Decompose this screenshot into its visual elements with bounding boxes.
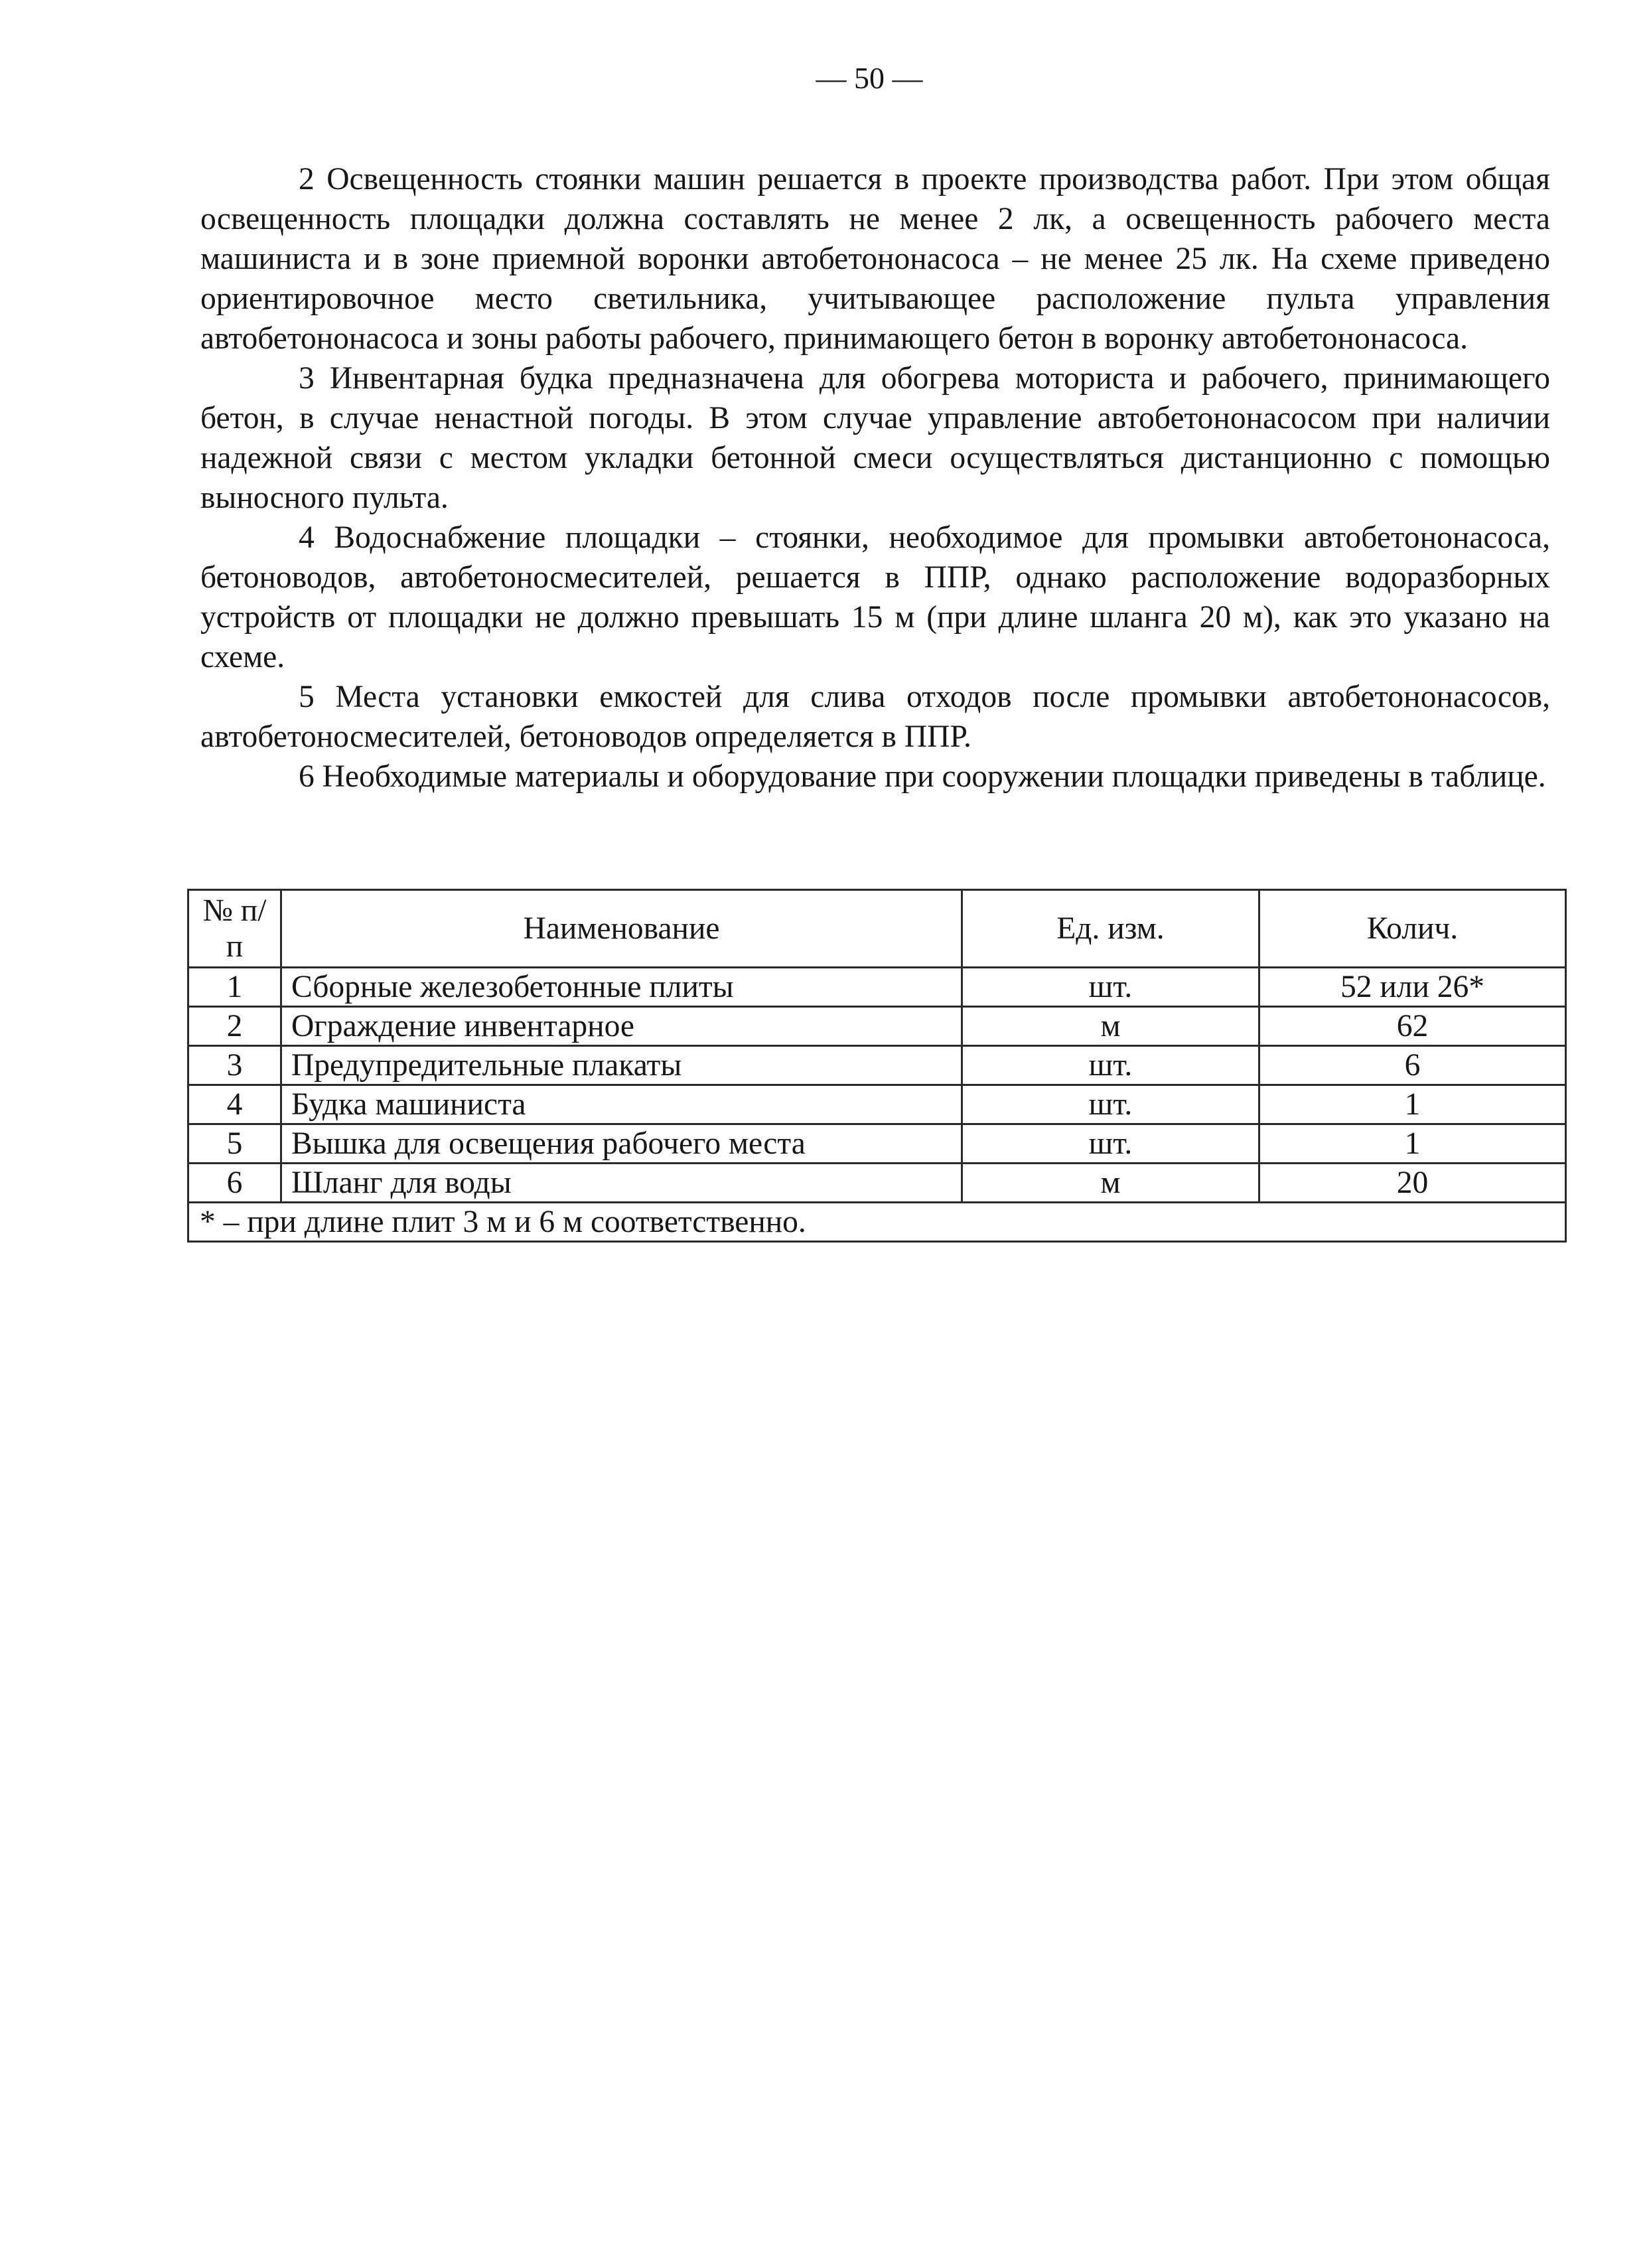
header-name: Наименование [281, 890, 962, 968]
table-header-row [188, 890, 1566, 968]
table-row [188, 1164, 1566, 1203]
paragraph-water-supply: 4 Водоснабжение площадки – стоянки, необходимое для промывки автобетононасоса, бетоноводов, автобетоносмесителей, решается в ППР, однако расположение водоразборных устройств от площадки не должно превышать 15 м (при длине шланга 20 м), как это указано на схеме. [200, 520, 1550, 674]
table-footnote-row [188, 1203, 1566, 1242]
row-name: Будка машиниста [281, 1085, 962, 1124]
row-num: 3 [188, 1046, 281, 1085]
row-unit: м [962, 1007, 1259, 1046]
row-num: 2 [188, 1007, 281, 1046]
table-row [188, 1085, 1566, 1124]
header-num: № п/п [188, 890, 281, 968]
row-unit: м [962, 1164, 1259, 1203]
row-qty: 62 [1259, 1007, 1566, 1046]
table-row [188, 968, 1566, 1007]
header-unit: Ед. изм. [962, 890, 1259, 968]
table-footnote: * – при длине плит 3 м и 6 м соответственно. [188, 1203, 1566, 1242]
row-name: Шланг для воды [281, 1164, 962, 1203]
row-name: Вышка для освещения рабочего места [281, 1124, 962, 1164]
row-qty: 1 [1259, 1085, 1566, 1124]
row-num: 6 [188, 1164, 281, 1203]
paragraph-materials: 6 Необходимые материалы и оборудование при сооружении площадки приведены в таблице. [299, 759, 1546, 794]
row-qty: 1 [1259, 1124, 1566, 1164]
page-number: — 50 — [816, 61, 923, 95]
table-row [188, 1046, 1566, 1085]
table-row [188, 1007, 1566, 1046]
paragraph-lighting: 2 Освещенность стоянки машин решается в проекте производства работ. При этом общая освещенность площадки должна составлять не менее 2 лк, а освещенность рабочего места машиниста и в зоне приемной воронки автобетононасоса – не менее 25 лк. На схеме приведено ориентировочное место светильника, учитывающее расположение пульта управления автобетононасоса и зоны работы рабочего, принимающего бетон в воронку автобетононасоса. [200, 162, 1550, 356]
row-num: 5 [188, 1124, 281, 1164]
table-row [188, 1124, 1566, 1164]
paragraph-cabin: 3 Инвентарная будка предназначена для обогрева моториста и рабочего, принимающего бетон, в случае ненастной погоды. В этом случае управление автобетононасосом при наличии надежной связи с местом укладки бетонной смеси осуществляться дистанционно с помощью выносного пульта. [200, 361, 1550, 515]
row-qty: 6 [1259, 1046, 1566, 1085]
header-qty: Колич. [1259, 890, 1566, 968]
paragraph-waste-containers: 5 Места установки емкостей для слива отходов после промывки автобетононасосов, автобетоносмесителей, бетоноводов определяется в ППР. [200, 680, 1550, 754]
row-qty: 20 [1259, 1164, 1566, 1203]
row-name: Ограждение инвентарное [281, 1007, 962, 1046]
row-name: Сборные железобетонные плиты [281, 968, 962, 1007]
row-name: Предупредительные плакаты [281, 1046, 962, 1085]
row-qty: 52 или 26* [1259, 968, 1566, 1007]
row-unit: шт. [962, 1046, 1259, 1085]
body-text [200, 159, 1550, 796]
row-unit: шт. [962, 1085, 1259, 1124]
materials-table [187, 889, 1567, 1243]
row-unit: шт. [962, 968, 1259, 1007]
row-num: 1 [188, 968, 281, 1007]
row-num: 4 [188, 1085, 281, 1124]
row-unit: шт. [962, 1124, 1259, 1164]
